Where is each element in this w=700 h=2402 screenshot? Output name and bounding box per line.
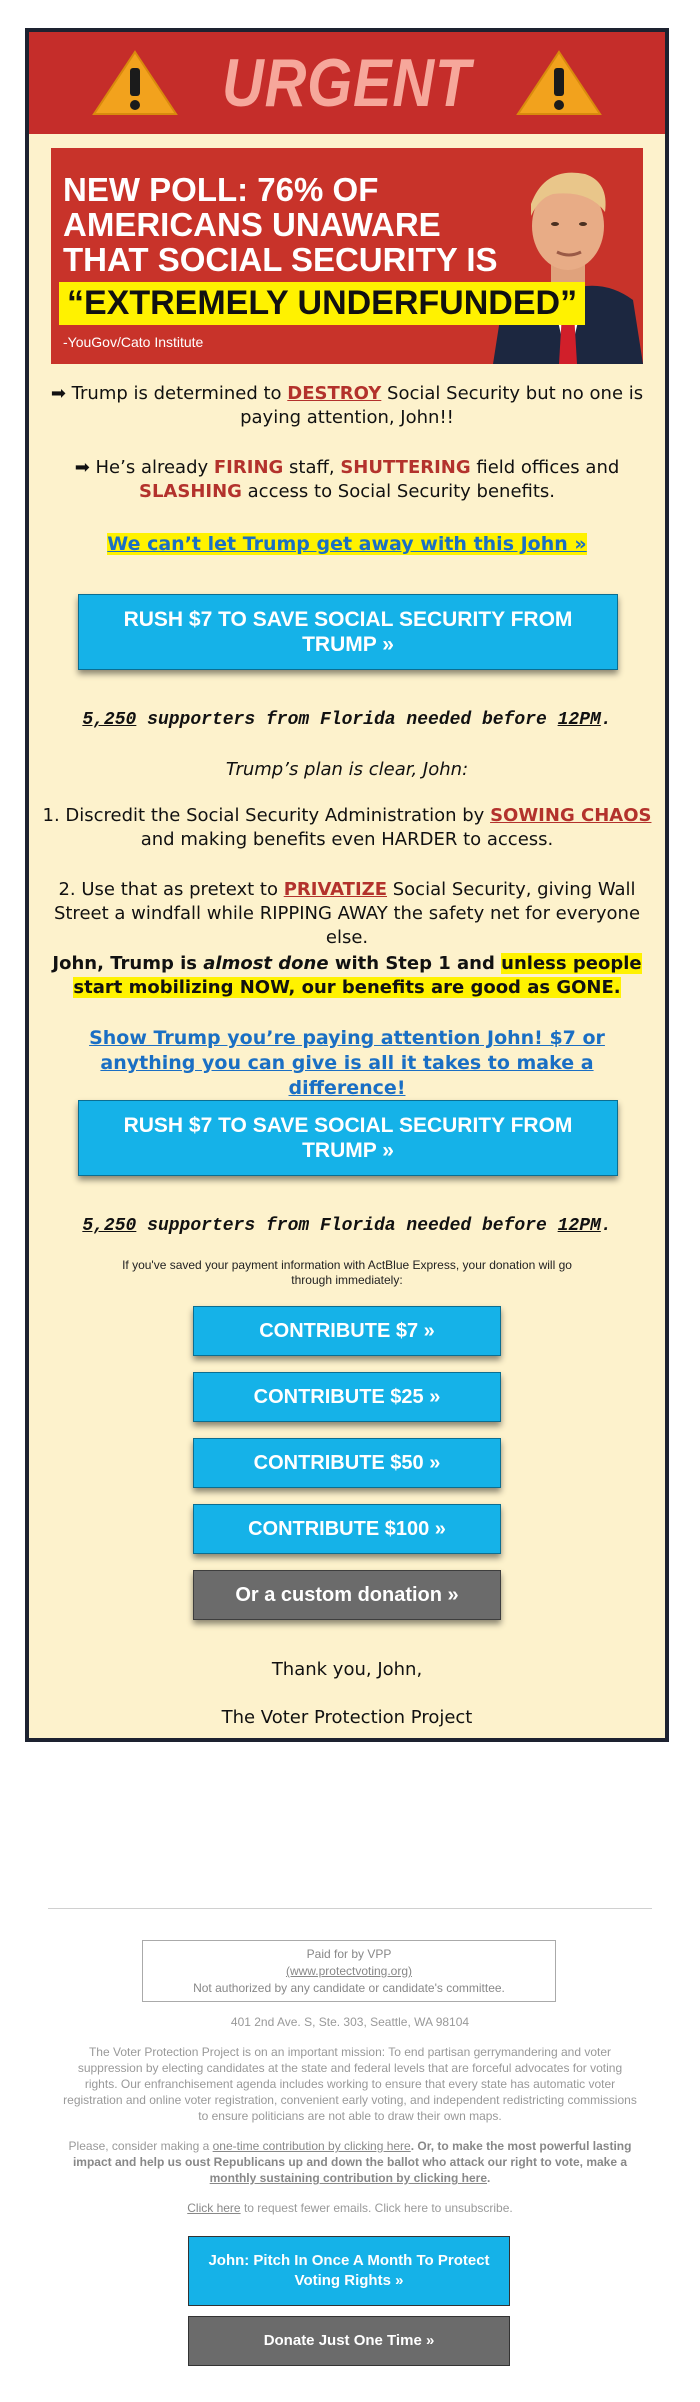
supporters-counter: 5,250 supporters from Florida needed before 12PM. bbox=[82, 710, 612, 730]
urgent-title: URGENT bbox=[222, 45, 472, 121]
urgent-banner bbox=[29, 32, 665, 134]
contribute-25-button[interactable]: CONTRIBUTE $25 » bbox=[193, 1372, 501, 1422]
sowing-chaos-link[interactable]: SOWING CHAOS bbox=[490, 805, 652, 826]
email-card bbox=[25, 28, 669, 1742]
poll-headline: NEW POLL: 76% OF AMERICANS UNAWARE THAT SOCIAL SECURITY IS bbox=[63, 171, 498, 278]
poll-source: -YouGov/Cato Institute bbox=[63, 334, 204, 350]
address: 401 2nd Ave. S, Ste. 303, Seattle, WA 98104 bbox=[230, 2015, 470, 2029]
not-authorized-text: Not authorized by any candidate or candidate's committee. bbox=[193, 1981, 505, 1995]
signature-org: The Voter Protection Project bbox=[221, 1707, 473, 1728]
contribute-50-button[interactable]: CONTRIBUTE $50 » bbox=[193, 1438, 501, 1488]
paragraph-firing: ➡ He’s already FIRING staff, SHUTTERING field offices and SLASHING access to Social Security benefits. bbox=[74, 457, 620, 502]
cant-let-trump-link[interactable]: We can’t let Trump get away with this John » bbox=[107, 533, 587, 555]
warning-icon bbox=[90, 48, 180, 118]
supporters-counter-2: 5,250 supporters from Florida needed before 12PM. bbox=[82, 1216, 612, 1236]
warning-icon bbox=[514, 48, 604, 118]
thank-you: Thank you, John, bbox=[271, 1659, 423, 1680]
custom-donation-button[interactable]: Or a custom donation » bbox=[193, 1570, 501, 1620]
poll-highlight: “EXTREMELY UNDERFUNDED” bbox=[59, 282, 585, 325]
vpp-website-link[interactable]: (www.protectvoting.org) bbox=[285, 1964, 413, 1978]
plan-step-1: 1. Discredit the Social Security Administration by SOWING CHAOS and making benefits even HARDER to access. bbox=[42, 805, 652, 850]
rush-donate-button[interactable]: RUSH $7 TO SAVE SOCIAL SECURITY FROM TRUMP » bbox=[78, 594, 618, 670]
destroy-link[interactable]: DESTROY bbox=[287, 383, 382, 404]
paragraph-destroy: ➡ Trump is determined to DESTROY Social Security but no one is paying attention, John!! bbox=[50, 383, 644, 428]
mission-statement: The Voter Protection Project is on an important mission: To end partisan gerrymandering and voter suppression by electing candidates at the state and federal levels that are forceful advocates for voting rights. Our enfranchisement agenda includes working to ensure that every state has automatic voter registration and online voter registration, convenient early voting, and independent redistricting commissions to ensure politicians are not able to draw their own maps. bbox=[63, 2045, 637, 2123]
one-time-contribution-link[interactable]: one-time contribution by clicking here bbox=[212, 2139, 411, 2153]
contribute-100-button[interactable]: CONTRIBUTE $100 » bbox=[193, 1504, 501, 1554]
actblue-express-note: If you've saved your payment information with ActBlue Express, your donation will go through immediately: bbox=[122, 1258, 572, 1287]
privatize-link[interactable]: PRIVATIZE bbox=[283, 879, 388, 900]
warning-paragraph: John, Trump is almost done with Step 1 and unless people start mobilizing NOW, our benefits are good as GONE. bbox=[52, 953, 642, 998]
paid-for-box bbox=[142, 1940, 556, 2002]
contribution-prompt: Please, consider making a one-time contribution by clicking here. Or, to make the most powerful lasting impact and help us oust Republicans up and down the ballot who attack our right to vote, make a monthly sustaining contribution by clicking here. bbox=[68, 2139, 632, 2185]
show-trump-link[interactable]: Show Trump you’re paying attention John! $7 or anything you can give is all it takes to make a difference! bbox=[89, 1027, 605, 1099]
poll-graphic[interactable] bbox=[51, 148, 643, 364]
footer-divider bbox=[48, 1908, 652, 1909]
plan-intro: Trump’s plan is clear, John: bbox=[225, 759, 469, 780]
rush-donate-button-2[interactable]: RUSH $7 TO SAVE SOCIAL SECURITY FROM TRUMP » bbox=[78, 1100, 618, 1176]
cant-let-trump-link-wrap bbox=[39, 532, 655, 557]
fewer-emails-link[interactable]: Click here bbox=[187, 2201, 241, 2215]
monthly-donation-button[interactable]: John: Pitch In Once A Month To Protect Voting Rights » bbox=[188, 2236, 510, 2306]
paid-by-text: Paid for by VPP bbox=[306, 1947, 392, 1961]
email-preferences: Click here to request fewer emails. Click here to unsubscribe. bbox=[187, 2201, 513, 2215]
one-time-donation-button[interactable]: Donate Just One Time » bbox=[188, 2316, 510, 2366]
monthly-contribution-link[interactable]: monthly sustaining contribution by clicking here bbox=[209, 2171, 487, 2185]
show-trump-link-wrap bbox=[59, 1026, 635, 1101]
plan-step-2: 2. Use that as pretext to PRIVATIZE Social Security, giving Wall Street a windfall while RIPPING AWAY the safety net for everyone else. bbox=[53, 879, 641, 948]
contribute-7-button[interactable]: CONTRIBUTE $7 » bbox=[193, 1306, 501, 1356]
